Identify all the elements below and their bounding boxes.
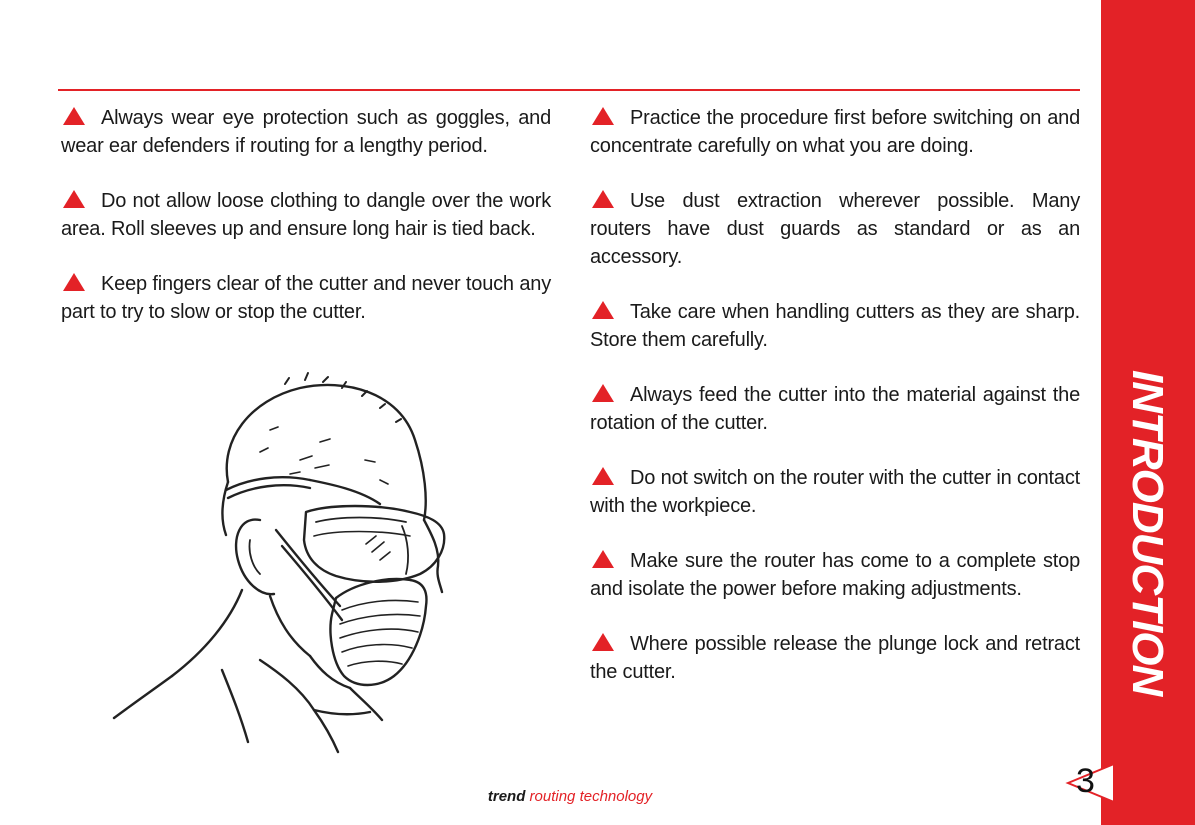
list-item <box>61 187 551 243</box>
warning-triangle-icon <box>592 467 614 485</box>
list-item <box>590 464 1080 520</box>
item-text: Use dust extraction wherever possible. Many routers have dust guards as standard or as an accessory. <box>590 190 1080 268</box>
footer-tagline: routing technology <box>529 788 653 805</box>
list-item <box>590 104 1080 160</box>
warning-triangle-icon <box>592 550 614 568</box>
item-text: Always feed the cutter into the material against the rotation of the cutter. <box>590 384 1080 434</box>
footer-brand: trend <box>487 788 526 805</box>
section-title: INTRODUCTION <box>1123 370 1172 696</box>
item-text: Do not switch on the router with the cutter in contact with the workpiece. <box>590 467 1080 517</box>
top-rule <box>58 89 1080 91</box>
list-item <box>61 270 551 326</box>
item-text: Where possible release the plunge lock and retract the cutter. <box>590 633 1080 683</box>
warning-triangle-icon <box>63 190 85 208</box>
item-text: Always wear eye protection such as goggles, and wear ear defenders if routing for a lengthy period. <box>61 107 551 157</box>
warning-triangle-icon <box>63 107 85 125</box>
list-item <box>61 104 551 160</box>
warning-triangle-icon <box>592 107 614 125</box>
warning-triangle-icon <box>63 273 85 291</box>
list-item <box>590 187 1080 271</box>
list-item <box>590 298 1080 354</box>
item-text: Practice the procedure first before switching on and concentrate carefully on what you are doing. <box>590 107 1080 157</box>
right-column <box>590 104 1080 713</box>
item-text: Keep fingers clear of the cutter and never touch any part to try to slow or stop the cutter. <box>61 273 551 323</box>
item-text: Do not allow loose clothing to dangle over the work area. Roll sleeves up and ensure long hair is tied back. <box>61 190 551 240</box>
warning-triangle-icon <box>592 190 614 208</box>
left-column <box>61 104 551 353</box>
page-number-badge <box>1064 762 1118 804</box>
list-item <box>590 630 1080 686</box>
warning-triangle-icon <box>592 384 614 402</box>
footer <box>0 788 1140 805</box>
page-number: 3 <box>1076 762 1095 800</box>
item-text: Take care when handling cutters as they are sharp. Store them carefully. <box>590 301 1080 351</box>
safety-mask-illustration <box>110 370 470 760</box>
list-item <box>590 381 1080 437</box>
warning-triangle-icon <box>592 301 614 319</box>
warning-triangle-icon <box>592 633 614 651</box>
item-text: Make sure the router has come to a complete stop and isolate the power before making adjustments. <box>590 550 1080 600</box>
list-item <box>590 547 1080 603</box>
